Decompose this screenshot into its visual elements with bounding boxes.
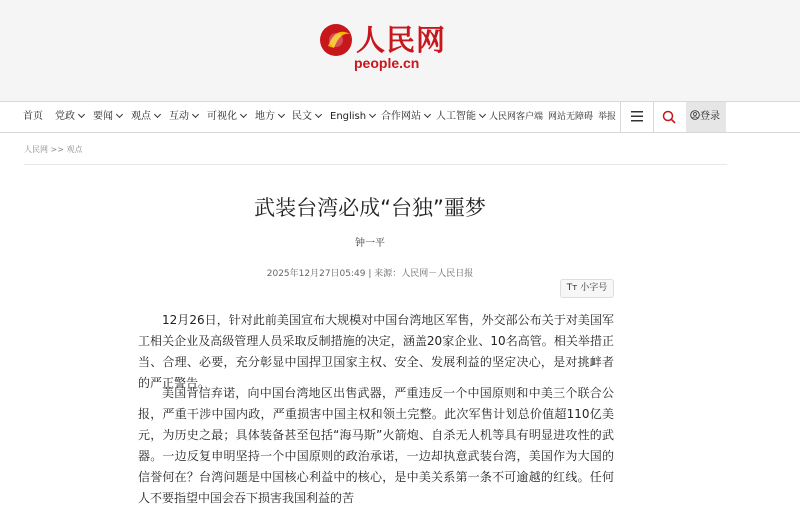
chevron-down-icon bbox=[116, 111, 123, 118]
search-icon[interactable] bbox=[662, 110, 676, 124]
chevron-down-icon bbox=[154, 111, 161, 118]
chevron-down-icon bbox=[369, 111, 376, 118]
article-title: 武装台湾必成“台独”噩梦 bbox=[254, 196, 486, 220]
nav-divider bbox=[653, 102, 654, 132]
nav-item-partners[interactable]: 合作网站 bbox=[381, 102, 430, 132]
nav-item-home[interactable]: 首页 bbox=[23, 111, 43, 122]
chevron-down-icon bbox=[424, 111, 431, 118]
font-size-button[interactable]: Tт 小字号 bbox=[560, 279, 614, 298]
chevron-down-icon bbox=[78, 111, 85, 118]
logo-domain: people.cn bbox=[354, 55, 420, 71]
chevron-down-icon bbox=[192, 111, 199, 118]
nav-item-interact[interactable]: 互动 bbox=[169, 102, 198, 132]
nav-item-news[interactable]: 要闻 bbox=[93, 102, 122, 132]
nav-divider bbox=[620, 102, 621, 132]
nav-item-report[interactable]: 举报 bbox=[598, 112, 617, 122]
article-paragraph: 12月26日，针对此前美国宣布大规模对中国台湾地区军售，外交部公布关于对美国军工相关企业及高级管理人员采取反制措施的决定，涵盖20家企业、10名高管。相关举措正当、合理、必要，充分彰显中国捍卫国家主权、安全、发展利益的坚定决心，是对挑衅者的严正警告。 bbox=[138, 313, 614, 390]
user-icon bbox=[690, 110, 700, 120]
chevron-down-icon bbox=[240, 111, 247, 118]
login-button[interactable]: 登录 bbox=[686, 102, 726, 132]
nav-item-client[interactable]: 人民网客户端 bbox=[489, 112, 544, 122]
article-paragraph: 美国背信弃诺，向中国台湾地区出售武器，严重违反一个中国原则和中美三个联合公报，严重干涉中国内政，严重损害中国主权和领土完整。此次军售计划总价值超110亿美元，为历史之最；具体装备甚至包括“海马斯”火箭炮、自杀无人机等具有明显进攻性的武器。一边反复申明坚持一个中国原则的政治承诺，一边却执意武装台湾，美国作为大国的信誉何在？台湾问题是中国核心利益中的核心，是中美关系第一条不可逾越的红线。任何人不要指望中国会吞下损害我国利益的苦 bbox=[138, 386, 614, 505]
nav-item-opinion[interactable]: 观点 bbox=[131, 102, 160, 132]
breadcrumb[interactable]: 人民网 >> 观点 bbox=[24, 145, 83, 154]
article-author: 钟一平 bbox=[355, 238, 385, 249]
chevron-down-icon bbox=[479, 111, 486, 118]
nav-item-local[interactable]: 地方 bbox=[255, 102, 284, 132]
nav-item-ai[interactable]: 人工智能 bbox=[436, 102, 485, 132]
nav-item-ethnic[interactable]: 民文 bbox=[292, 102, 321, 132]
main-nav bbox=[0, 101, 800, 133]
nav-item-party[interactable]: 党政 bbox=[55, 102, 84, 132]
chevron-down-icon bbox=[278, 111, 285, 118]
site-header bbox=[0, 0, 800, 101]
nav-item-visual[interactable]: 可视化 bbox=[207, 102, 246, 132]
nav-item-english[interactable]: English bbox=[330, 102, 375, 132]
article-meta: 2025年12月27日05:49 | 来源：人民网－人民日报 bbox=[266, 269, 474, 279]
breadcrumb-divider bbox=[24, 164, 727, 165]
chevron-down-icon bbox=[315, 111, 322, 118]
nav-item-accessibility[interactable]: 网站无障碍 bbox=[548, 112, 594, 122]
menu-icon[interactable] bbox=[631, 111, 643, 122]
logo-text: 人民网 bbox=[356, 23, 447, 57]
